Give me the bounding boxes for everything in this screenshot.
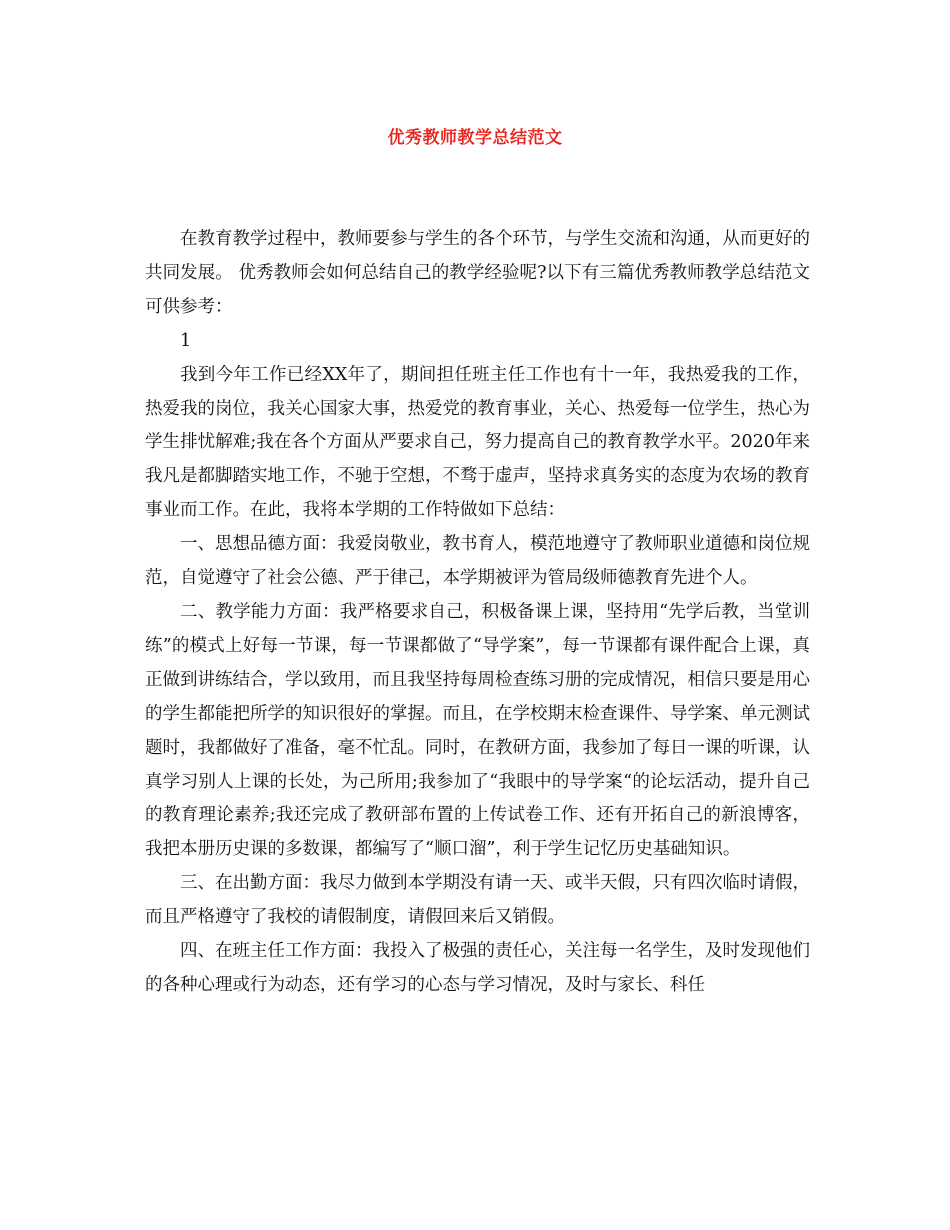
document-body — [145, 223, 810, 1003]
body-paragraph: 二、教学能力方面：我严格要求自己，积极备课上课，坚持用“先学后教，当堂训练”的模式上好每一节课，每一节课都做了“导学案”，每一节课都有课件配合上课，真正做到讲练结合，学以致用，而且我坚持每周检查练习册的完成情况，相信只要是用心的学生都能把所学的知识很好的掌握。而且，在学校期末检查课件、导学案、单元测试题时，我都做好了准备，毫不忙乱。同时，在教研方面，我参加了每日一课的听课，认真学习别人上课的长处，为己所用;我参加了“我眼中的导学案“的论坛活动，提升自己的教育理论素养;我还完成了教研部布置的上传试卷工作、还有开拓自己的新浪博客，我把本册历史课的多数课，都编写了“顺口溜”，利于学生记忆历史基础知识。 — [145, 601, 810, 860]
body-paragraph: 我到今年工作已经XX年了，期间担任班主任工作也有十一年，我热爱我的工作，热爱我的岗位，我关心国家大事，热爱党的教育事业，关心、热爱每一位学生，热心为学生排忧解难;我在各个方面从严要求自己，努力提高自己的教育教学水平。2020年来我凡是都脚踏实地工作，不驰于空想，不骛于虚声，坚持求真务实的态度为农场的教育事业而工作。在此，我将本学期的工作特做如下总结： — [145, 364, 810, 521]
body-paragraph: 三、在出勤方面：我尽力做到本学期没有请一天、或半天假，只有四次临时请假，而且严格遵守了我校的请假制度，请假回来后又销假。 — [145, 873, 810, 928]
intro-paragraph: 在教育教学过程中，教师要参与学生的各个环节，与学生交流和沟通，从而更好的共同发展。 优秀教师会如何总结自己的教学经验呢?以下有三篇优秀教师教学总结范文可供参考： — [145, 229, 810, 317]
section-number: 1 — [180, 330, 192, 351]
document-title: 优秀教师教学总结范文 — [387, 128, 563, 148]
body-paragraph: 四、在班主任工作方面：我投入了极强的责任心，关注每一名学生，及时发现他们的各种心理或行为动态，还有学习的心态与学习情况，及时与家长、科任 — [145, 941, 810, 995]
body-paragraph: 一、思想品德方面：我爱岗敬业，教书育人，模范地遵守了教师职业道德和岗位规范，自觉遵守了社会公德、严于律己，本学期被评为管局级师德教育先进个人。 — [145, 534, 810, 589]
